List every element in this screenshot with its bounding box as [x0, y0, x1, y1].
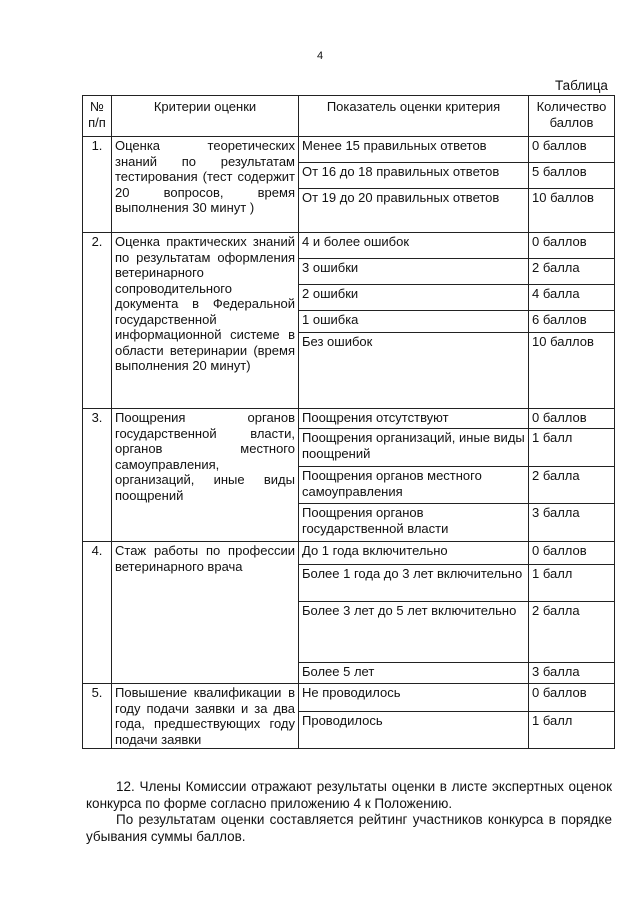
table-row [83, 684, 615, 712]
points-cell: 2 балла [529, 259, 615, 285]
paragraph-rating: По результатам оценки составляется рейтинг участников конкурса в порядке убывания суммы баллов. [86, 812, 612, 844]
points-cell: 10 баллов [529, 333, 615, 409]
points-cell: 1 балл [529, 712, 615, 749]
row-number: 5. [83, 684, 112, 749]
criterion-cell: Повышение квалификации в году подачи заявки и за два года, предшествующих году подачи заявки [112, 684, 299, 749]
header-criterion: Критерии оценки [112, 96, 299, 137]
row-number: 3. [83, 409, 112, 542]
criteria-table [82, 95, 615, 749]
indicator-cell: Более 3 лет до 5 лет включительно [299, 602, 529, 663]
indicator-cell: 3 ошибки [299, 259, 529, 285]
indicator-cell: Поощрения организаций, иные виды поощрений [299, 429, 529, 467]
points-cell: 0 баллов [529, 137, 615, 163]
row-number: 2. [83, 233, 112, 409]
points-cell: 0 баллов [529, 684, 615, 712]
points-cell: 1 балл [529, 429, 615, 467]
indicator-cell: Поощрения органов местного самоуправления [299, 467, 529, 504]
points-cell: 4 балла [529, 285, 615, 311]
page-number: 4 [316, 50, 324, 62]
indicator-cell: Более 5 лет [299, 663, 529, 684]
table-row [83, 409, 615, 429]
points-cell: 10 баллов [529, 189, 615, 233]
row-number: 4. [83, 542, 112, 684]
criterion-cell: Поощрения органов государственной власти, органов местного самоуправления, организаций, иные виды поощрений [112, 409, 299, 542]
points-cell: 1 балл [529, 565, 615, 602]
points-cell: 3 балла [529, 663, 615, 684]
table-row [83, 542, 615, 565]
table-row [83, 137, 615, 163]
paragraph-12: 12. Члены Комиссии отражают результаты оценки в листе экспертных оценок конкурса по форме согласно приложению 4 к Положению. [86, 779, 612, 811]
header-indicator: Показатель оценки критерия [299, 96, 529, 137]
points-cell: 0 баллов [529, 233, 615, 259]
indicator-cell: 2 ошибки [299, 285, 529, 311]
criterion-cell: Стаж работы по профессии ветеринарного врача [112, 542, 299, 684]
header-points: Количество баллов [529, 96, 615, 137]
header-num: № п/п [83, 96, 112, 137]
indicator-cell: Не проводилось [299, 684, 529, 712]
points-cell: 0 баллов [529, 409, 615, 429]
row-number: 1. [83, 137, 112, 233]
indicator-cell: Проводилось [299, 712, 529, 749]
points-cell: 5 баллов [529, 163, 615, 189]
indicator-cell: От 19 до 20 правильных ответов [299, 189, 529, 233]
points-cell: 6 баллов [529, 311, 615, 333]
indicator-cell: 1 ошибка [299, 311, 529, 333]
criterion-cell: Оценка теоретических знаний по результатам тестирования (тест содержит 20 вопросов, время выполнения 30 минут ) [112, 137, 299, 233]
points-cell: 3 балла [529, 504, 615, 542]
points-cell: 0 баллов [529, 542, 615, 565]
indicator-cell: Менее 15 правильных ответов [299, 137, 529, 163]
points-cell: 2 балла [529, 467, 615, 504]
criterion-cell: Оценка практических знаний по результатам оформления ветеринарного сопроводительного документа в Федеральной государственной информационной системе в области ветеринарии (время выполнения 20 минут) [112, 233, 299, 409]
indicator-cell: Без ошибок [299, 333, 529, 409]
indicator-cell: До 1 года включительно [299, 542, 529, 565]
indicator-cell: Поощрения органов государственной власти [299, 504, 529, 542]
table-row [83, 233, 615, 259]
indicator-cell: Поощрения отсутствуют [299, 409, 529, 429]
indicator-cell: От 16 до 18 правильных ответов [299, 163, 529, 189]
table-caption: Таблица [555, 78, 608, 93]
points-cell: 2 балла [529, 602, 615, 663]
indicator-cell: 4 и более ошибок [299, 233, 529, 259]
indicator-cell: Более 1 года до 3 лет включительно [299, 565, 529, 602]
